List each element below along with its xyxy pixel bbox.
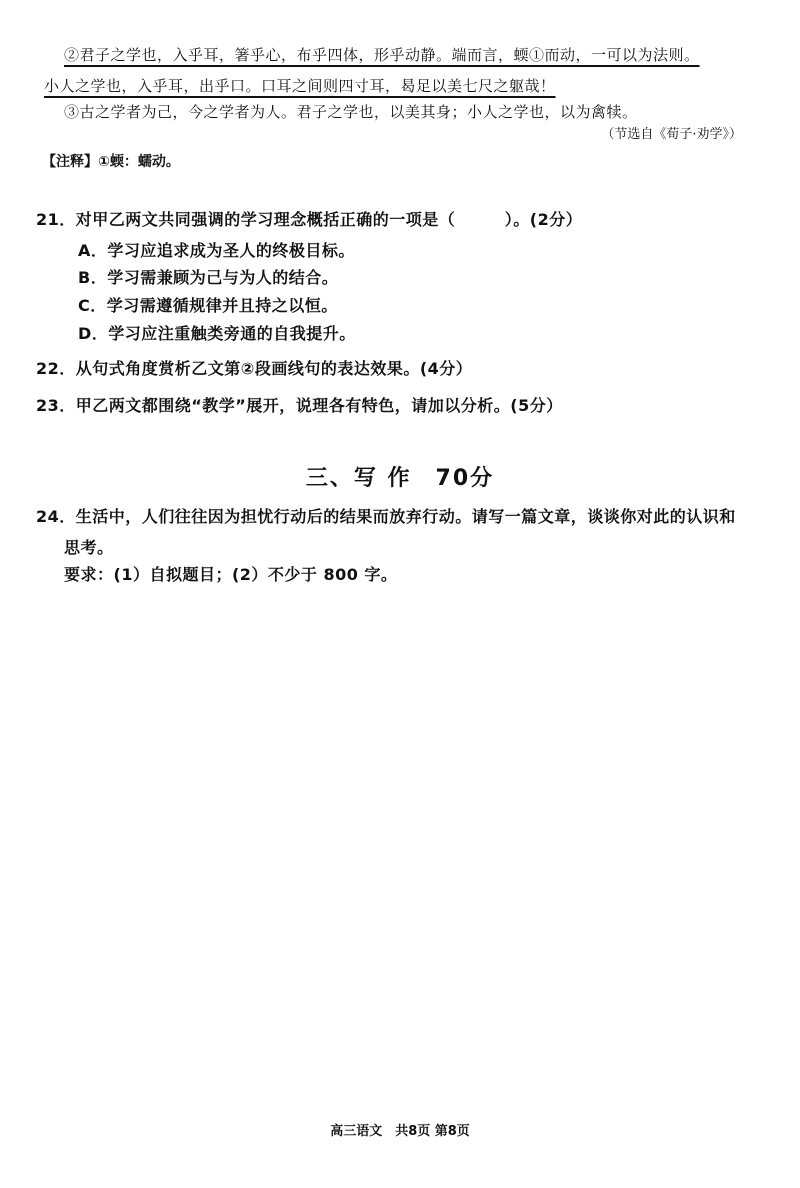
question-24-line-2: 思考。 — [64, 538, 114, 557]
question-21-option-c: C．学习需遵循规律并且持之以恒。 — [78, 296, 338, 315]
question-24-line-1: 24．生活中，人们往往因为担忧行动后的结果而放弃行动。请写一篇文章，谈谈你对此的认识和 — [36, 507, 736, 526]
passage-paragraph-2-line-2: 小人之学也，入乎耳，出乎口。口耳之间则四寸耳，曷足以美七尺之躯哉！ — [44, 77, 556, 95]
question-22: 22．从句式角度赏析乙文第②段画线句的表达效果。(4分） — [36, 359, 473, 378]
question-21-option-d: D．学习应注重触类旁通的自我提升。 — [78, 324, 356, 343]
page-footer: 高三语文 共8页 第8页 — [330, 1124, 470, 1139]
question-21-stem: 21．对甲乙两文共同强调的学习理念概括正确的一项是（ ）。(2分） — [36, 210, 583, 229]
question-23: 23．甲乙两文都围绕“教学”展开，说理各有特色，请加以分析。(5分） — [36, 396, 563, 415]
writing-section-title: 三、写 作 70分 — [305, 466, 495, 491]
question-21-option-a: A．学习应追求成为圣人的终极目标。 — [78, 241, 355, 260]
passage-source: （节选自《荀子·劝学》） — [601, 127, 742, 142]
passage-paragraph-2-line-1: ②君子之学也，入乎耳，箸乎心，布乎四体，形乎动静。端而言，蝡①而动，一可以为法则。 — [64, 46, 700, 64]
passage-paragraph-3-line-1: ③古之学者为己，今之学者为人。君子之学也，以美其身；小人之学也，以为禽犊。 — [64, 103, 638, 121]
question-21-option-b: B．学习需兼顾为己与为人的结合。 — [78, 268, 339, 287]
annotation-note: 【注释】①蝡：蠕动。 — [42, 154, 180, 170]
writing-requirements: 要求：(1）自拟题目；(2）不少于 800 字。 — [64, 565, 398, 584]
